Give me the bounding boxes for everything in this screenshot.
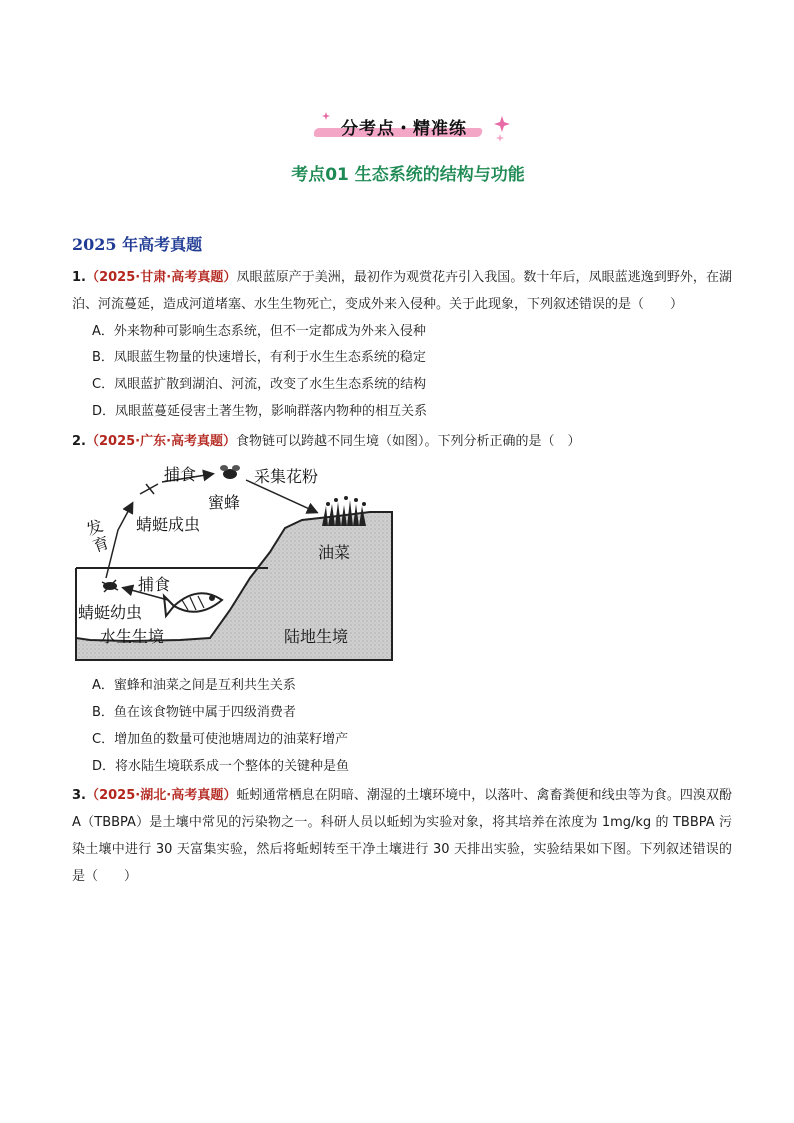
question-stem: 蚯蚓通常栖息在阴暗、潮湿的土壤环境中，以落叶、禽畜粪便和线虫等为食。四溴双酚 A（TBBPA）是土壤中常见的污染物之一。科研人员以蚯蚓为实验对象，将其培养在浓度为 1mg/kg 的 TBBPA 污染土壤中进行 30 天富集实验，然后将蚯蚓转至干净土壤进行 30 天排出实验，实验结果如下图。下列叙述错误的是（ ） — [72, 788, 732, 884]
section-heading: 2025 年高考真题 — [72, 235, 203, 254]
question-source: （2025·广东·高考真题） — [85, 434, 237, 449]
label-rapeseed: 油菜 — [318, 543, 351, 562]
option-a: A．蜜蜂和油菜之间是互利共生关系 — [92, 678, 296, 693]
option-b: B．鱼在该食物链中属于四级消费者 — [92, 705, 296, 720]
fish-icon — [164, 593, 222, 616]
label-prey: 捕食 — [164, 465, 197, 484]
label-prey-2: 捕食 — [138, 575, 171, 594]
question-number: 1. — [72, 270, 86, 285]
question-1 — [72, 264, 732, 318]
option-c: C．凤眼蓝扩散到湖泊、河流，改变了水生生态系统的结构 — [92, 377, 427, 392]
adult-dragonfly-icon — [140, 484, 158, 494]
label-bee: 蜜蜂 — [208, 493, 241, 512]
section-banner — [314, 110, 510, 140]
question-3 — [72, 782, 732, 890]
option-b: B．凤眼蓝生物量的快速增长，有利于水生生态系统的稳定 — [92, 350, 426, 365]
question-stem: 凤眼蓝原产于美洲，最初作为观赏花卉引入我国。数十年后，凤眼蓝逃逸到野外，在湖泊、河流蔓延，造成河道堵塞、水生生物死亡，变成外来入侵种。关于此现象，下列叙述错误的是（ ） — [72, 270, 732, 312]
option-c: C．增加鱼的数量可使池塘周边的油菜籽增产 — [92, 732, 349, 747]
question-source: （2025·湖北·高考真题） — [85, 788, 237, 803]
question-source: （2025·甘肃·高考真题） — [85, 270, 237, 285]
option-d: D．凤眼蓝蔓延侵害土著生物，影响群落内物种的相互关系 — [92, 404, 428, 419]
topic-title: 考点01 生态系统的结构与功能 — [291, 165, 525, 185]
food-chain-figure — [70, 460, 394, 666]
label-collect-pollen: 采集花粉 — [254, 467, 319, 486]
bee-icon — [220, 465, 240, 479]
question-2 — [72, 428, 732, 455]
label-develop: 发育 — [84, 515, 112, 556]
question-number: 2. — [72, 434, 86, 449]
question-stem: 食物链可以跨越不同生境（如图）。下列分析正确的是（ ） — [236, 434, 581, 449]
option-a: A．外来物种可影响生态系统，但不一定都成为外来入侵种 — [92, 324, 426, 339]
label-land-habitat: 陆地生境 — [284, 627, 349, 646]
dragonfly-nymph-icon — [102, 580, 118, 592]
banner-title: 分考点・精准练 — [341, 119, 467, 139]
option-d: D．将水陆生境联系成一个整体的关键种是鱼 — [92, 759, 350, 774]
label-nymph: 蜻蜓幼虫 — [78, 603, 143, 622]
label-adult-dragonfly: 蜻蜓成虫 — [136, 515, 201, 534]
label-aquatic-habitat: 水生生境 — [100, 627, 165, 646]
question-number: 3. — [72, 788, 86, 803]
